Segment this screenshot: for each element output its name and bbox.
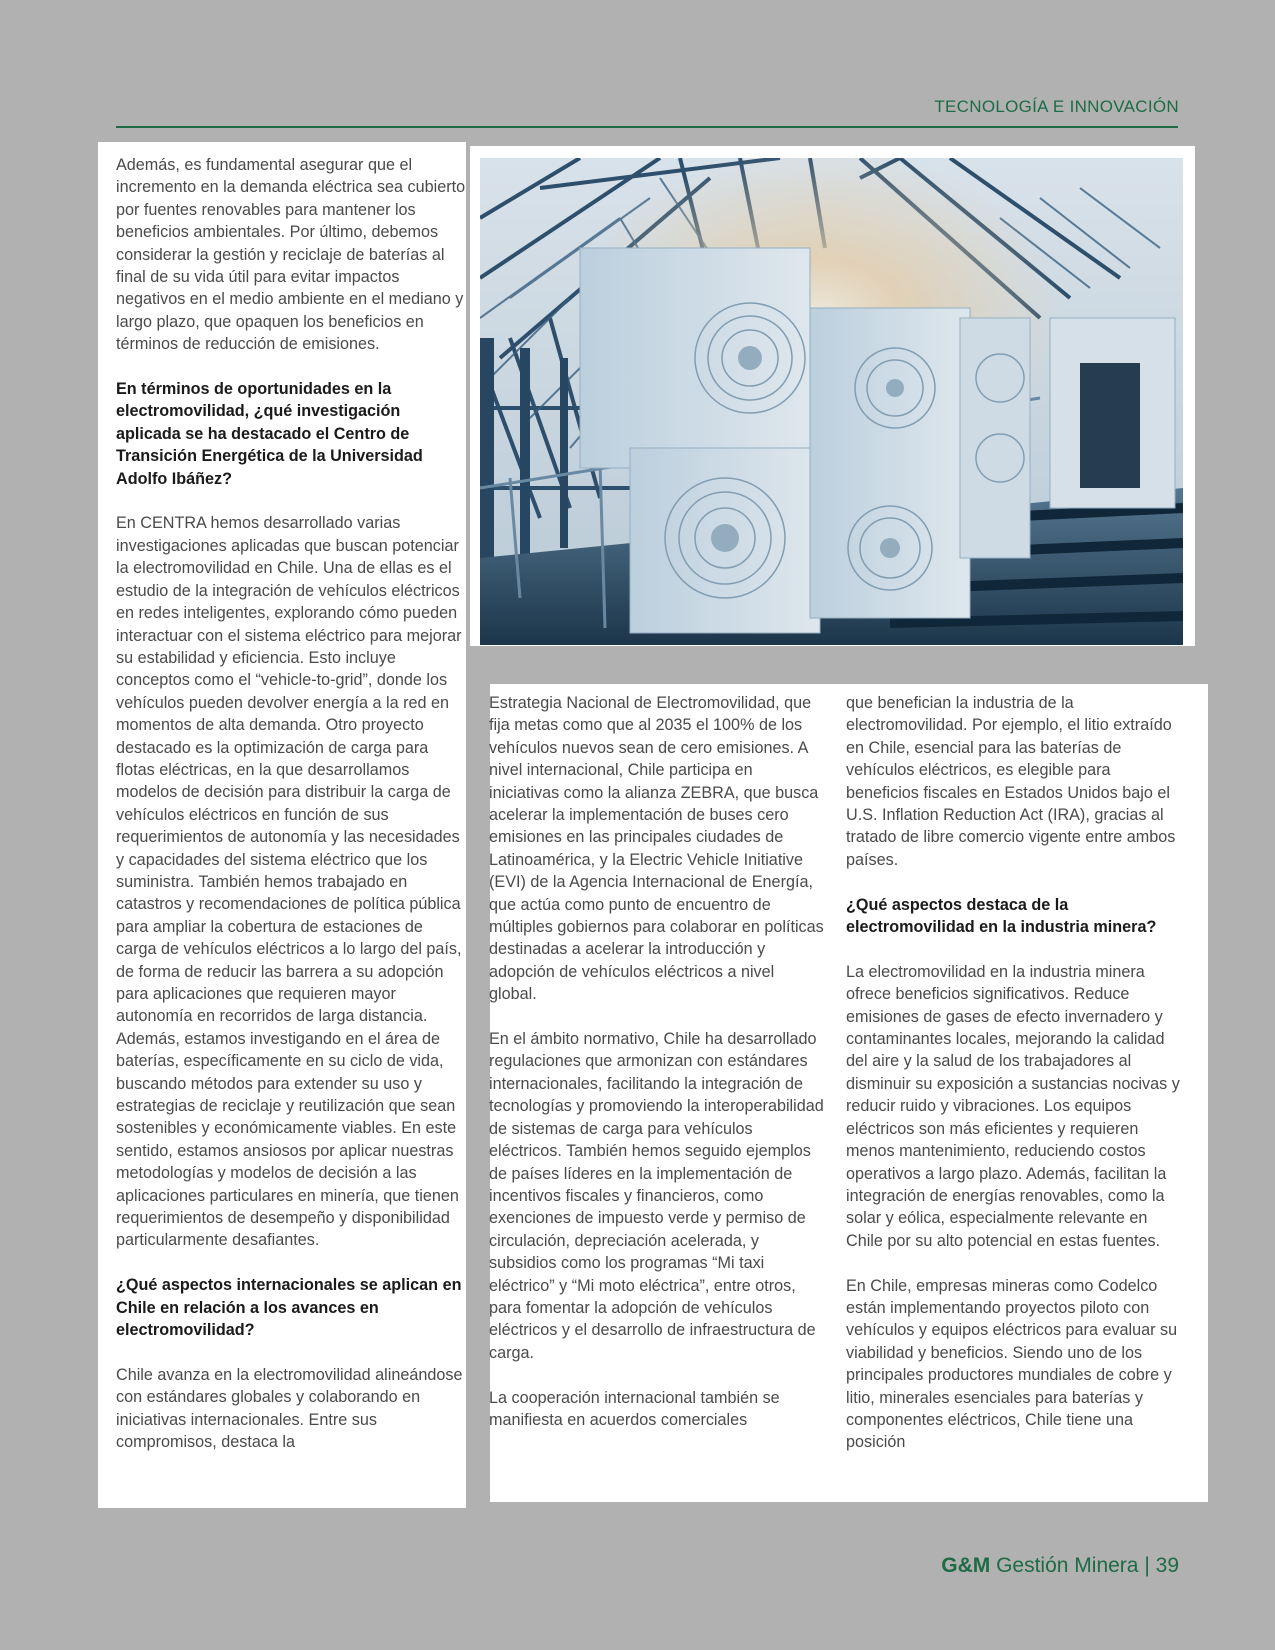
- body-paragraph: En CENTRA hemos desarrollado varias investigaciones aplicadas que buscan potenciar la electromovilidad en Chile. Una de ellas es el estudio de la integración de vehículos eléctricos en redes inteligentes, explorando cómo pueden interactuar con el sistema eléctrico para mejorar su estabilidad y eficiencia. Esto incluye conceptos como el “vehicle-to-grid”, donde los vehículos pueden devolver energía a la red en momentos de alta demanda. Otro proyecto destacado es la optimización de carga para flotas eléctricas, en la que desarrollamos modelos de decisión para distribuir la carga de vehículos eléctricos en función de sus requerimientos de autonomía y las necesidades y capacidades del sistema eléctrico que los suministra. También hemos trabajado en catastros y recomendaciones de política pública para ampliar la cobertura de estaciones de carga de vehículos eléctricos a lo largo del país, de forma de reducir las barrera a su adopción para aplicaciones que requieren mayor autonomía en recorridos de larga distancia. Además, estamos investigando en el área de baterías, específicamente en su ciclo de vida, buscando métodos para extender su uso y estrategias de reciclaje y reutilización que sean sostenibles y económicamente viables. En este sentido, estamos ansiosos por aplicar nuestras metodologías y modelos de decisión a las aplicaciones particulares en minería, que tienen requerimientos de desempeño y disponibilidad particularmente desafiantes.: [116, 514, 462, 1250]
- column-1: [116, 154, 466, 1454]
- interview-question: ¿Qué aspectos destaca de la electromovilidad en la industria minera?: [846, 895, 1157, 937]
- body-paragraph: Además, es fundamental asegurar que el incremento en la demanda eléctrica sea cubierto por fuentes renovables para mantener los beneficios ambientales. Por último, debemos considerar la gestión y reciclaje de baterías al final de su vida útil para evitar impactos negativos en el medio ambiente en el mediano y largo plazo, que opaquen los beneficios en términos de reducción de emisiones.: [116, 156, 466, 354]
- page-number: 39: [1155, 1554, 1179, 1577]
- footer-brand: G&M: [941, 1554, 991, 1577]
- body-paragraph: La cooperación internacional también se manifiesta en acuerdos comerciales: [489, 1388, 780, 1429]
- interview-question: ¿Qué aspectos internacionales se aplican en Chile en relación a los avances en electromovilidad?: [116, 1276, 462, 1340]
- rooftop-air-conditioner-units-photo: [480, 158, 1183, 645]
- body-paragraph: En Chile, empresas mineras como Codelco están implementando proyectos piloto con vehículos y equipos eléctricos para evaluar su viabilidad y beneficios. Siendo uno de los principales productores mundiales de cobre y litio, minerales esenciales para baterías y componentes eléctricos, Chile tiene una posición: [846, 1276, 1178, 1452]
- footer-publication: Gestión Minera: [996, 1554, 1139, 1577]
- column-2: [489, 692, 824, 1431]
- body-paragraph: La electromovilidad en la industria minera ofrece beneficios significativos. Reduce emisiones de gases de efecto invernadero y contaminantes locales, mejorando la calidad del aire y la salud de los trabajadores al disminuir su exposición a sustancias nocivas y reducir ruido y vibraciones. Los equipos eléctricos son más eficientes y requieren menos mantenimiento, reduciendo costos operativos a largo plazo. Además, facilitan la integración de energías renovables, como la solar y eólica, especialmente relevante en Chile por su alto potencial en estas fuentes.: [846, 962, 1180, 1250]
- footer-separator: |: [1144, 1554, 1150, 1577]
- interview-question: En términos de oportunidades en la electromovilidad, ¿qué investigación aplicada se ha destacado el Centro de Transición Energética de la Universidad Adolfo Ibáñez?: [116, 380, 423, 488]
- header-rule: [116, 126, 1178, 128]
- body-paragraph: En el ámbito normativo, Chile ha desarrollado regulaciones que armonizan con estándares internacionales, facilitando la integración de tecnologías y promoviendo la interoperabilidad de sistemas de carga para vehículos eléctricos. También hemos seguido ejemplos de países líderes en la implementación de incentivos fiscales y financieros, como exenciones de impuesto verde y permiso de circulación, depreciación acelerada, y subsidios como los programas “Mi taxi eléctrico” y “Mi moto eléctrica”, entre otros, para fomentar la adopción de vehículos eléctricos y el desarrollo de infraestructura de carga.: [489, 1030, 824, 1362]
- column-3: [846, 692, 1186, 1454]
- body-paragraph: Estrategia Nacional de Electromovilidad, que fija metas como que al 2035 el 100% de los vehículos nuevos sean de cero emisiones. A nivel internacional, Chile participa en iniciativas como la alianza ZEBRA, que busca acelerar la implementación de buses cero emisiones en las principales ciudades de Latinoamérica, y la Electric Vehicle Initiative (EVI) de la Agencia Internacional de Energía, que actúa como punto de encuentro de múltiples gobiernos para colaborar en políticas destinadas a acelerar la introducción y adopción de vehículos eléctricos a nivel global.: [489, 694, 824, 1004]
- section-header: TECNOLOGÍA E INNOVACIÓN: [934, 97, 1179, 116]
- body-paragraph: Chile avanza en la electromovilidad alineándose con estándares globales y colaborando en iniciativas internacionales. Entre sus compromisos, destaca la: [116, 1365, 463, 1452]
- body-paragraph: que benefician la industria de la electromovilidad. Por ejemplo, el litio extraído en Chile, esencial para las baterías de vehículos eléctricos, es elegible para beneficios fiscales en Estados Unidos bajo el U.S. Inflation Reduction Act (IRA), gracias al tratado de libre comercio vigente entre ambos países.: [846, 694, 1176, 869]
- page-footer: [941, 1554, 1179, 1578]
